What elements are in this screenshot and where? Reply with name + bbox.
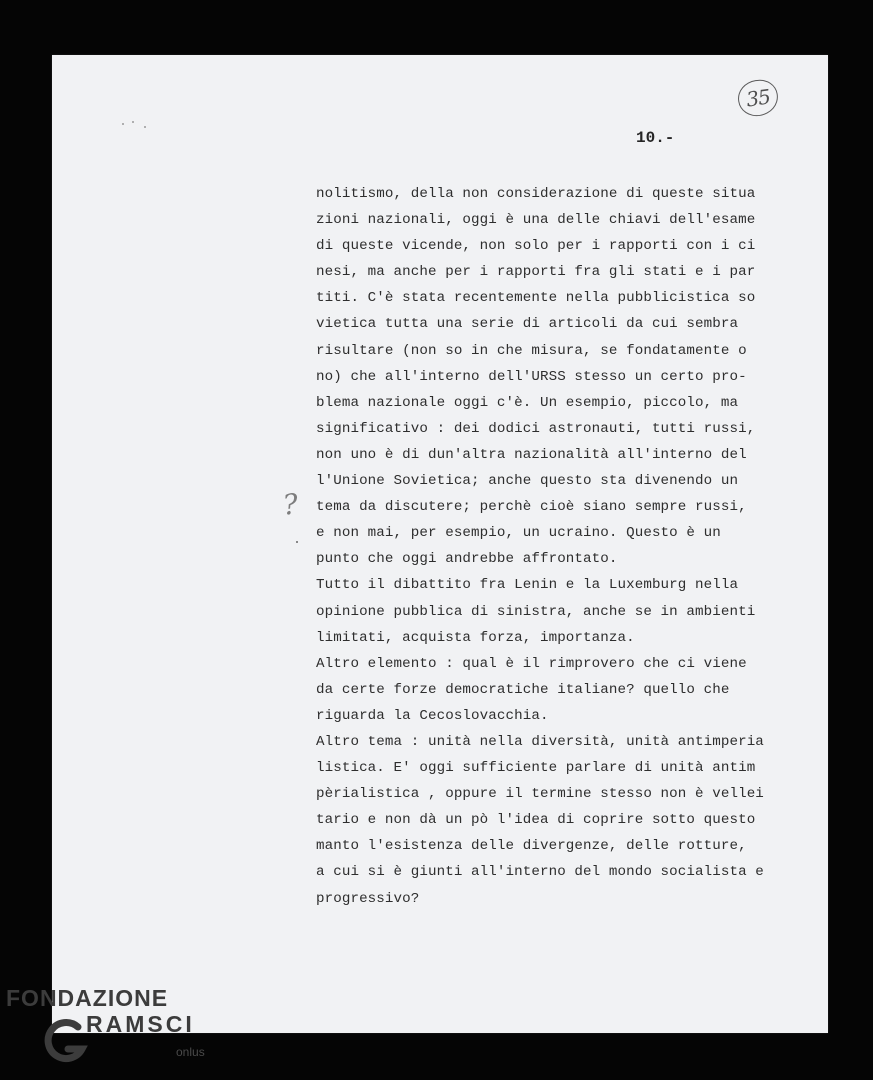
text-line: punto che oggi andrebbe affrontato. bbox=[316, 551, 618, 568]
text-line: riguarda la Cecoslovacchia. bbox=[316, 707, 549, 724]
margin-question-mark: ? bbox=[281, 487, 300, 522]
text-line: Tutto il dibattito fra Lenin e la Luxemburg nella bbox=[316, 577, 739, 594]
text-line: tema da discutere; perchè cioè siano sempre russi, bbox=[316, 499, 747, 516]
text-line: Altro tema : unità nella diversità, unità antimperia bbox=[316, 733, 764, 750]
logo-line-1: FONDAZIONE bbox=[6, 985, 169, 1011]
text-line: nolitismo, della non considerazione di queste situa bbox=[316, 186, 756, 202]
text-line: risultare (non so in che misura, se fondatamente o bbox=[316, 342, 747, 359]
typewritten-text bbox=[316, 181, 796, 912]
text-line: vietica tutta una serie di articoli da cui sembra bbox=[316, 316, 739, 333]
text-line: non uno è di dun'altra nazionalità all'interno del bbox=[316, 446, 747, 463]
logo-g-icon bbox=[38, 1019, 90, 1063]
text-line: a cui si è giunti all'interno del mondo socialista e bbox=[316, 864, 764, 881]
folio-number: 35 bbox=[736, 77, 781, 118]
text-line: l'Unione Sovietica; anche questo sta divenendo un bbox=[316, 473, 739, 490]
logo-line-2: RAMSCI bbox=[86, 1011, 195, 1037]
text-line: e non mai, per esempio, un ucraino. Questo è un bbox=[316, 525, 721, 542]
logo-subtitle: onlus bbox=[176, 1045, 205, 1059]
text-line: manto l'esistenza delle divergenze, delle rotture, bbox=[316, 838, 747, 855]
margin-dot bbox=[296, 541, 298, 543]
text-line: di queste vicende, non solo per i rapporti con i ci bbox=[316, 238, 756, 255]
text-line: Altro elemento : qual è il rimprovero che ci viene bbox=[316, 655, 747, 672]
text-line: significativo : dei dodici astronauti, tutti russi, bbox=[316, 420, 756, 437]
text-line: listica. E' oggi sufficiente parlare di unità antim bbox=[316, 760, 756, 777]
text-line: no) che all'interno dell'URSS stesso un certo pro- bbox=[316, 368, 747, 385]
text-line: tario e non dà un pò l'idea di coprire sotto questo bbox=[316, 812, 756, 829]
text-line: limitati, acquista forza, importanza. bbox=[316, 629, 635, 646]
text-line: blema nazionale oggi c'è. Un esempio, piccolo, ma bbox=[316, 394, 739, 411]
text-line: da certe forze democratiche italiane? quello che bbox=[316, 681, 730, 698]
fondazione-gramsci-logo bbox=[6, 985, 226, 1075]
text-line: opinione pubblica di sinistra, anche se in ambienti bbox=[316, 603, 756, 620]
text-line: titi. C'è stata recentemente nella pubblicistica so bbox=[316, 290, 756, 307]
text-line: zioni nazionali, oggi è una delle chiavi dell'esame bbox=[316, 212, 756, 229]
text-line: progressivo? bbox=[316, 890, 420, 907]
page-number: 10.- bbox=[636, 129, 675, 147]
text-line: nesi, ma anche per i rapporti fra gli stati e i par bbox=[316, 264, 756, 281]
text-line: pèrialistica , oppure il termine stesso non è vellei bbox=[316, 786, 764, 803]
paper-specks bbox=[122, 121, 152, 131]
